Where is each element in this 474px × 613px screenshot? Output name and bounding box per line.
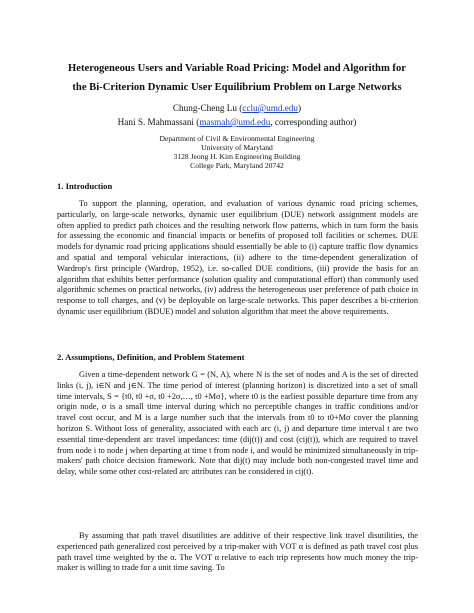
section-heading-introduction: 1. Introduction xyxy=(57,181,113,191)
paper-title-line-2: the Bi-Criterion Dynamic User Equilibrium Problem on Large Networks xyxy=(72,82,402,93)
author-1-email[interactable]: cclu@umd.edu xyxy=(242,103,299,113)
author-2-name: Hani S. Mahmassani xyxy=(117,117,194,127)
affiliation-line-2: University of Maryland xyxy=(201,143,273,152)
author-1-name: Chung-Cheng Lu xyxy=(172,103,237,113)
paper-title-line-1: Heterogeneous Users and Variable Road Pricing: Model and Algorithm for xyxy=(68,63,406,74)
paragraph-network-definition: Given a time-dependent network G = (N, A), where N is the set of nodes and A is the set of directed links (i, j), i∈N and j∈N. The time period of interest (planning horizon) is discretized into a set of small time intervals, S = {t0, t0 +σ, t0 +2σ,…, t0 +Mσ}, where t0 is the earliest possible departure time from any origin node, σ is a small time interval during which no perceptible changes in traffic conditions and/or travel cost occur, and M is a large number such that the intervals from t0 to t0+Mσ cover the planning horizon S. Without loss of generality, associated with each arc (i, j) and departure time interval t are two essential time-dependent arc travel impedances: time (dij(t)) and cost (cij(t)), which are required to travel from node i to node j when departing at time t from node i, and would be minimized simultaneously in trip-makers' path choice decision framework. Note that dij(t) may include both non-congested travel time and delay, while some other cost-related arc attributes can be considered in cij(t). xyxy=(57,370,418,477)
author-2: Hani S. Mahmassani (masmah@umd.edu, corresponding author) xyxy=(117,117,357,127)
paragraph-generalized-cost: By assuming that path travel disutilities are additive of their respective link travel disutilities, the experienced path generalized cost perceived by a trip-maker with VOT α is defined as path travel cost plus path travel time weighted by the α. The VOT α relative to each trip represents how much money the trip-maker is willing to trade for a unit time saving. To xyxy=(57,531,418,573)
author-2-email[interactable]: masmah@umd.edu xyxy=(199,117,271,127)
affiliation-line-3: 3128 Jeong H. Kim Engineering Building xyxy=(173,152,301,161)
affiliation-line-4: College Park, Maryland 20742 xyxy=(190,161,284,170)
author-1: Chung-Cheng Lu (cclu@umd.edu) xyxy=(172,103,302,113)
paragraph-introduction: To support the planning, operation, and evaluation of various dynamic road pricing schemes, particularly, on large-scale networks, dynamic user equilibrium (DUE) network assignment models are often applied to predict path choices and the resulting network flow patterns, which in turn form the basis for assessing the economic and financial impacts or benefits of proposed toll facilities or schemes. DUE models for dynamic road pricing applications should essentially be able to (i) capture traffic flow dynamics and spatial and temporal vehicular interactions, (ii) adhere to the time-dependent generalization of Wardrop's first principle (Wardrop, 1952), i.e. so-called DUE conditions, (iii) provide the basis for an algorithm that exhibits better performance (solution quality and computational effort) than commonly used algorithmic schemes on practical networks, (iv) address the heterogeneous user preference of path choice in response to toll charges, and (v) be deployable on large-scale networks. This paper describes a bi-criterion dynamic user equilibrium (BDUE) model and solution algorithm that meet the above requirements. xyxy=(57,199,418,316)
affiliation-line-1: Department of Civil & Environmental Engineering xyxy=(159,134,315,143)
author-2-note: , corresponding author xyxy=(270,117,354,127)
section-heading-assumptions: 2. Assumptions, Definition, and Problem Statement xyxy=(57,352,245,362)
